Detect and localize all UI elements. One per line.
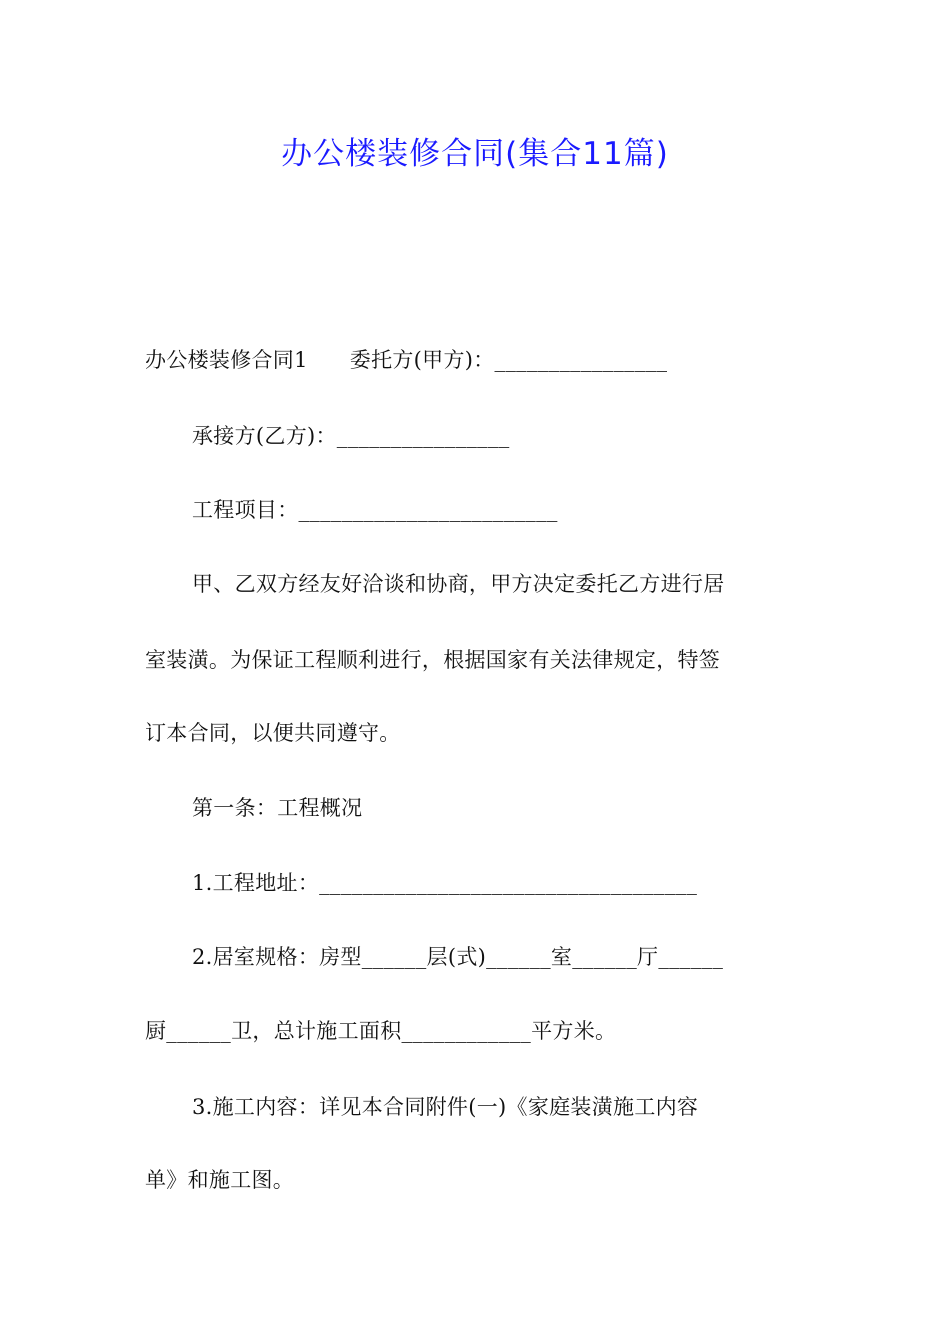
project-field: 工程项目：________________________	[192, 498, 558, 522]
party-a-field: 委托方(甲方)：________________	[349, 348, 668, 372]
contract-heading-line	[145, 345, 667, 375]
section-heading-article-1: 第一条：工程概况	[192, 796, 363, 820]
paragraph-intro-line-2: 室装潢。为保证工程顺利进行，根据国家有关法律规定，特签	[145, 648, 721, 672]
room-spec-line-1: 2.居室规格：房型______层(式)______室______厅______	[192, 945, 724, 969]
document-title: 办公楼装修合同(集合11篇)	[281, 136, 669, 172]
construction-content-line-1: 3.施工内容：详见本合同附件(一)《家庭装潢施工内容	[192, 1095, 699, 1119]
room-spec-line-2: 厨______卫，总计施工面积____________平方米。	[145, 1019, 617, 1043]
project-address-field: 1.工程地址：___________________________________	[192, 871, 698, 895]
paragraph-intro-line-3: 订本合同，以便共同遵守。	[145, 721, 401, 745]
construction-content-line-2: 单》和施工图。	[145, 1168, 295, 1192]
party-b-field: 承接方(乙方)：________________	[192, 424, 510, 448]
paragraph-intro-line-1: 甲、乙双方经友好洽谈和协商，甲方决定委托乙方进行居	[192, 572, 725, 596]
contract-number-label: 办公楼装修合同1	[145, 348, 308, 372]
